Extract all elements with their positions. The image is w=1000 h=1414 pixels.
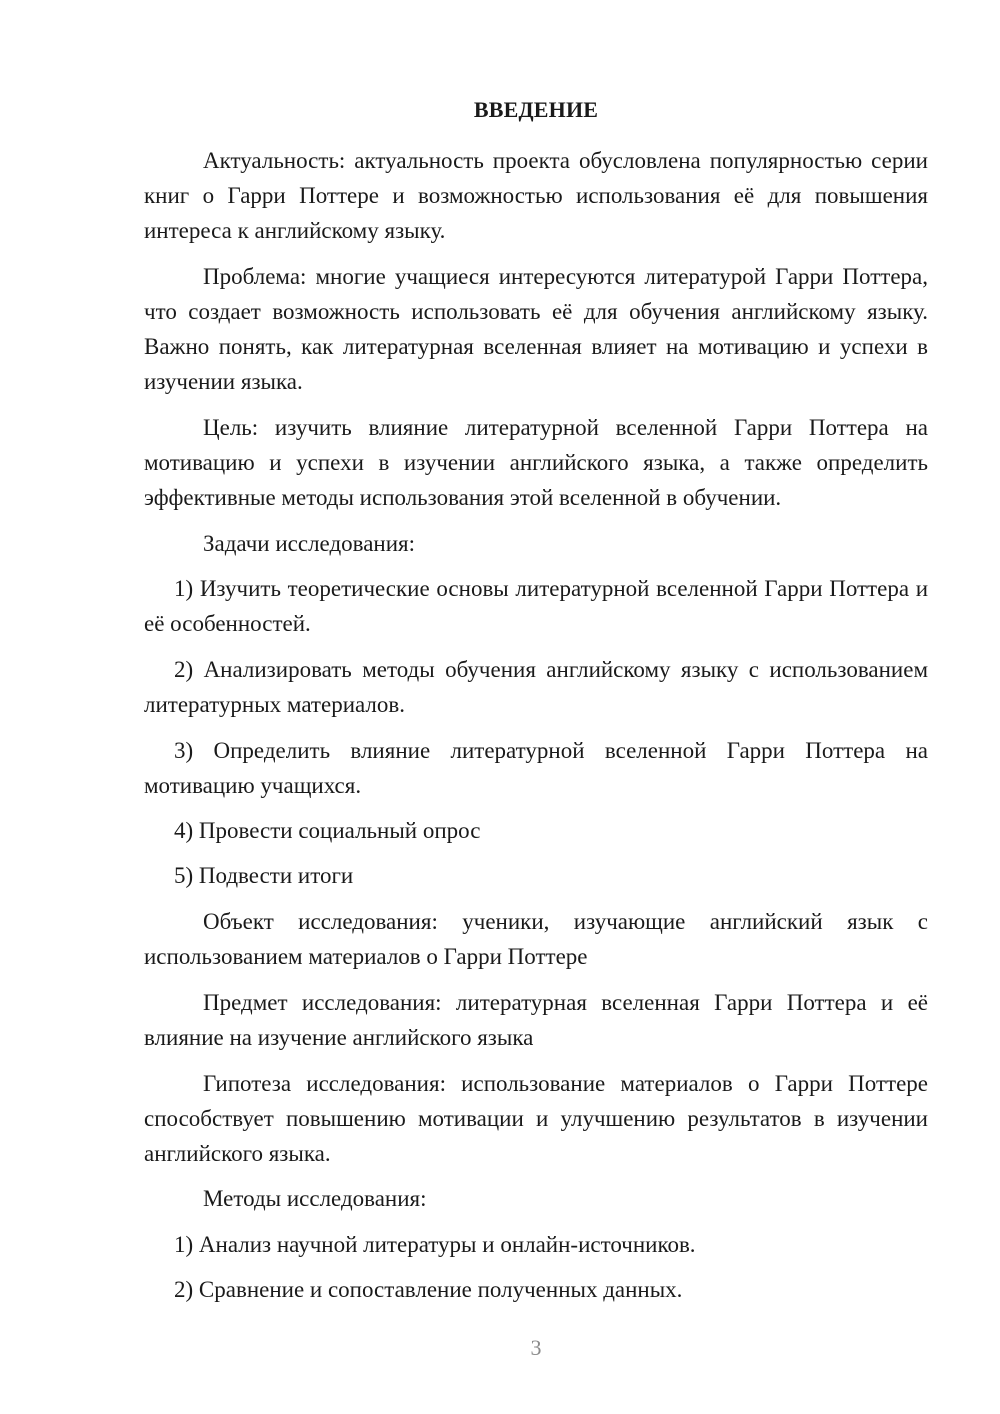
task-item-3: 3) Определить влияние литературной вселенной Гарри Поттера на мотивацию учащихся. bbox=[144, 738, 928, 798]
method-item-2: 2) Сравнение и сопоставление полученных данных. bbox=[174, 1277, 683, 1302]
paragraph-hypothesis: Гипотеза исследования: использование материалов о Гарри Поттере способствует повышению мотивации и улучшению результатов в изучении английского языка. bbox=[144, 1071, 928, 1166]
method-item-1: 1) Анализ научной литературы и онлайн-источников. bbox=[174, 1232, 696, 1257]
methods-heading: Методы исследования: bbox=[203, 1186, 427, 1211]
section-title: ВВЕДЕНИЕ bbox=[473, 97, 599, 122]
paragraph-subject: Предмет исследования: литературная вселенная Гарри Поттера и её влияние на изучение английского языка bbox=[144, 990, 928, 1050]
paragraph-problem: Проблема: многие учащиеся интересуются литературой Гарри Поттера, что создает возможность использовать её для обучения английскому языку. Важно понять, как литературная вселенная влияет на мотивацию и успехи в изучении языка. bbox=[144, 264, 928, 394]
task-item-5: 5) Подвести итоги bbox=[174, 863, 354, 888]
paragraph-relevance: Актуальность: актуальность проекта обусловлена популярностью серии книг о Гарри Поттере и возможностью использования её для повышения интереса к английскому языку. bbox=[144, 148, 928, 243]
tasks-heading: Задачи исследования: bbox=[203, 531, 416, 556]
task-item-2: 2) Анализировать методы обучения английскому языку с использованием литературных материалов. bbox=[144, 657, 928, 717]
task-item-1: 1) Изучить теоретические основы литературной вселенной Гарри Поттера и её особенностей. bbox=[144, 576, 928, 636]
page-number: 3 bbox=[530, 1335, 542, 1360]
paragraph-goal: Цель: изучить влияние литературной вселенной Гарри Поттера на мотивацию и успехи в изучении английского языка, а также определить эффективные методы использования этой вселенной в обучении. bbox=[144, 415, 928, 510]
paragraph-object: Объект исследования: ученики, изучающие английский язык с использованием материалов о Гарри Поттере bbox=[144, 909, 928, 969]
task-item-4: 4) Провести социальный опрос bbox=[174, 818, 481, 843]
